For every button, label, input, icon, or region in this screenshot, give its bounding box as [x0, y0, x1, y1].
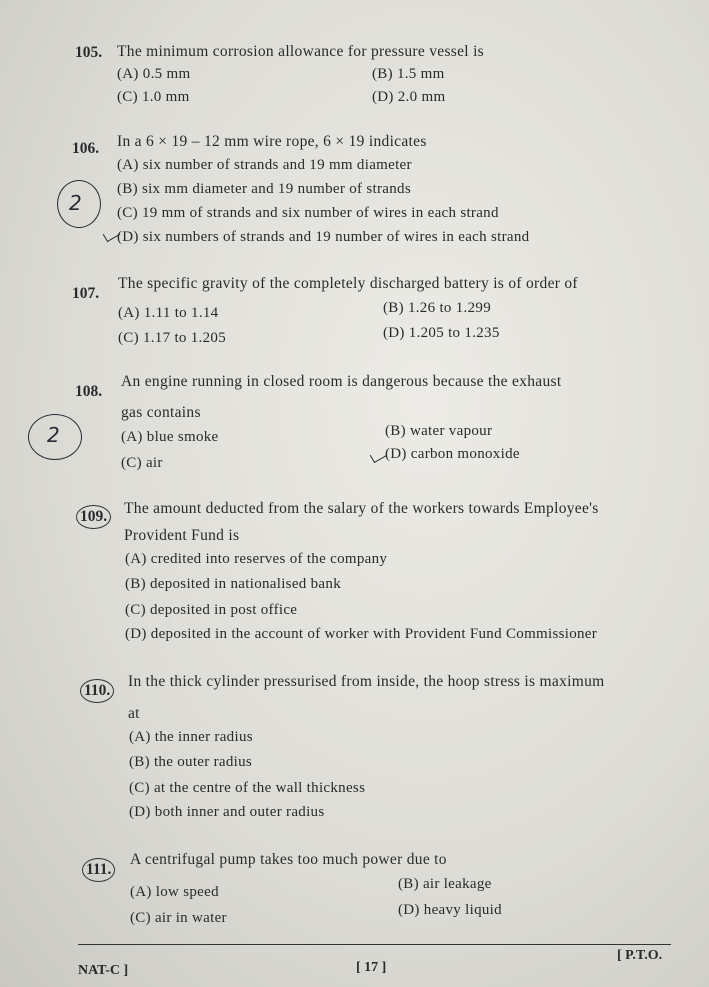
- option-d: (D) both inner and outer radius: [129, 804, 325, 820]
- question-stem: An engine running in closed room is dangerous because the exhaust: [121, 373, 562, 390]
- footer-code: NAT-C ]: [78, 963, 129, 978]
- question-number: 106.: [72, 140, 100, 157]
- footer-divider: [78, 944, 671, 945]
- option-c: (C) 1.0 mm: [117, 89, 190, 105]
- option-b: (B) six mm diameter and 19 number of strands: [117, 181, 411, 197]
- option-c: (C) 1.17 to 1.205: [118, 330, 227, 346]
- option-a: (A) blue smoke: [121, 429, 219, 445]
- question-number: 109.: [76, 505, 111, 529]
- option-c: (C) air in water: [130, 910, 227, 926]
- question-stem: The minimum corrosion allowance for pressure vessel is: [117, 43, 485, 60]
- handwritten-answer: 2: [47, 423, 60, 447]
- question-stem-continued: at: [128, 705, 140, 722]
- option-c: (C) air: [121, 455, 163, 471]
- question-stem: In a 6 × 19 – 12 mm wire rope, 6 × 19 indicates: [117, 133, 427, 150]
- option-c: (C) 19 mm of strands and six number of wires in each strand: [117, 205, 499, 221]
- option-d: (D) heavy liquid: [398, 902, 502, 918]
- pto-label: [ P.T.O.: [617, 948, 663, 963]
- option-a: (A) low speed: [130, 884, 219, 900]
- option-a: (A) six number of strands and 19 mm diameter: [117, 157, 412, 173]
- option-b: (B) 1.5 mm: [372, 66, 445, 82]
- option-d: (D) 2.0 mm: [372, 89, 446, 105]
- option-b: (B) deposited in nationalised bank: [125, 576, 341, 592]
- question-number: 105.: [75, 44, 103, 61]
- option-b: (B) 1.26 to 1.299: [383, 300, 492, 316]
- question-stem: A centrifugal pump takes too much power due to: [130, 851, 447, 868]
- option-a: (A) 0.5 mm: [117, 66, 191, 82]
- option-d: (D) deposited in the account of worker with Provident Fund Commissioner: [125, 626, 598, 642]
- option-d: (D) carbon monoxide: [385, 446, 520, 462]
- option-b: (B) air leakage: [398, 876, 492, 892]
- option-a: (A) credited into reserves of the company: [125, 551, 388, 567]
- option-d: (D) six numbers of strands and 19 number of wires in each strand: [117, 229, 530, 245]
- question-stem: The specific gravity of the completely discharged battery is of order of: [118, 275, 578, 292]
- question-number: 107.: [72, 285, 100, 302]
- question-number: 111.: [82, 858, 115, 882]
- question-number: 110.: [80, 679, 114, 703]
- question-stem-continued: Provident Fund is: [124, 527, 240, 544]
- question-stem: In the thick cylinder pressurised from inside, the hoop stress is maximum: [128, 673, 605, 690]
- option-a: (A) 1.11 to 1.14: [118, 305, 219, 321]
- option-b: (B) water vapour: [385, 423, 493, 439]
- page-number: [ 17 ]: [356, 960, 387, 975]
- option-d: (D) 1.205 to 1.235: [383, 325, 500, 341]
- question-stem: The amount deducted from the salary of the workers towards Employee's: [124, 500, 599, 517]
- option-c: (C) deposited in post office: [125, 602, 298, 618]
- question-number: 108.: [75, 383, 103, 400]
- option-c: (C) at the centre of the wall thickness: [129, 780, 366, 796]
- option-a: (A) the inner radius: [129, 729, 253, 745]
- handwritten-answer: 2: [69, 191, 82, 215]
- question-stem-continued: gas contains: [121, 404, 201, 421]
- option-b: (B) the outer radius: [129, 754, 253, 770]
